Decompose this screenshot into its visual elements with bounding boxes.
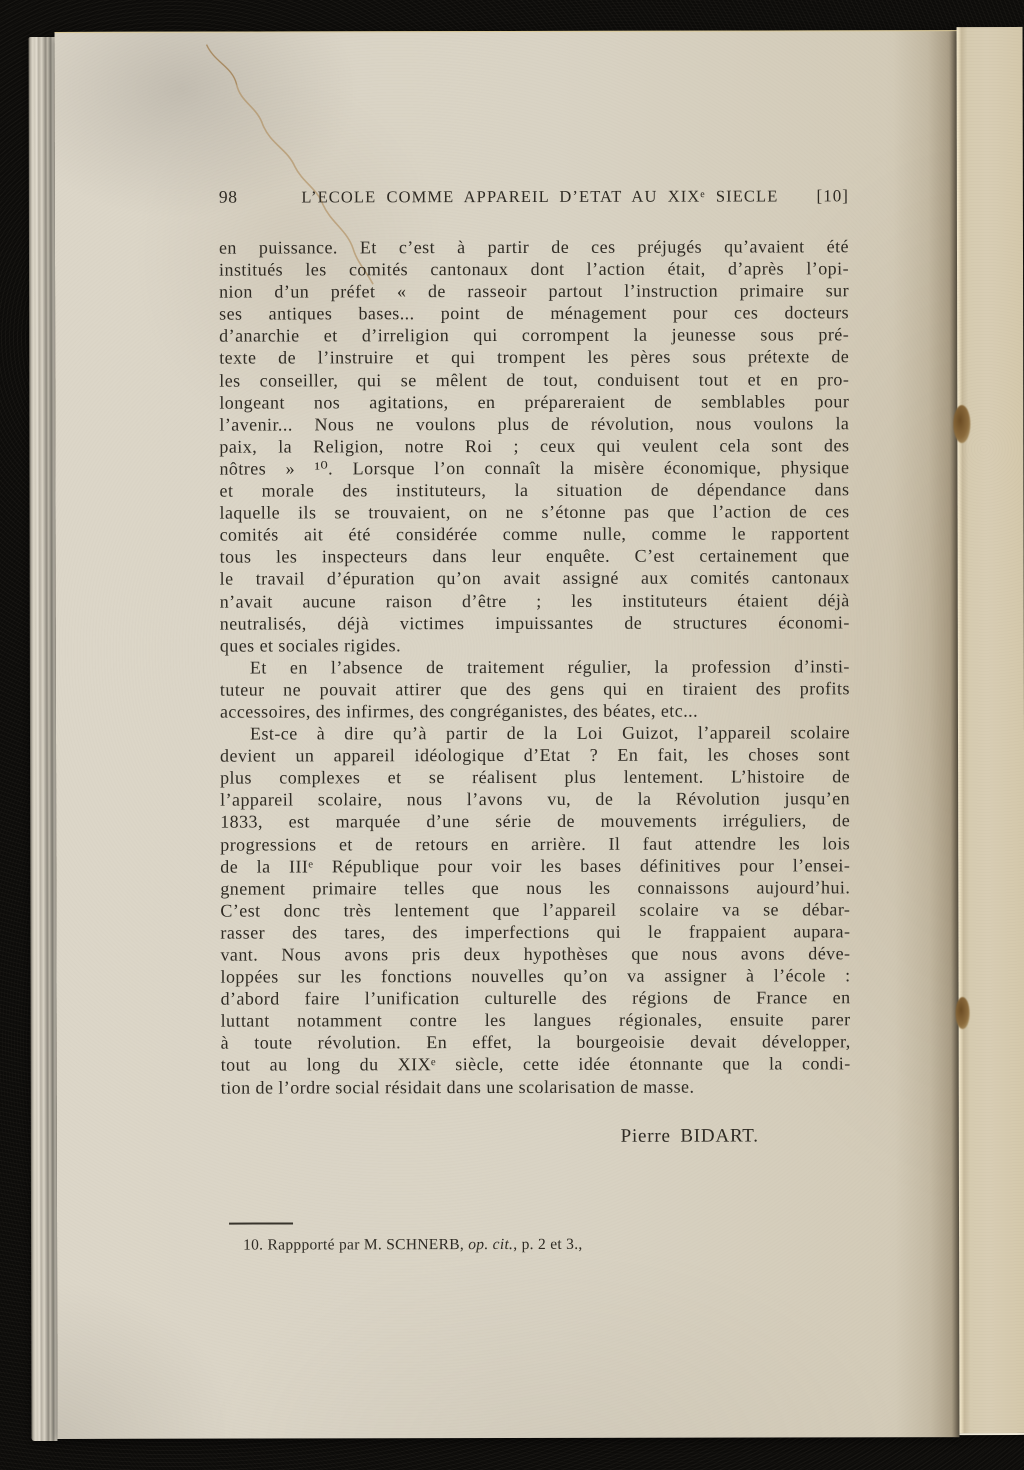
text-line: devient un appareil idéologique d’Etat ? En fait, les choses sont	[220, 744, 851, 766]
page-content	[219, 31, 852, 1438]
text-line: n’avait aucune raison d’être ; les instituteurs étaient déjà	[219, 589, 850, 612]
wormhole-spot	[956, 997, 970, 1029]
author-signature: Pierre BIDART.	[620, 1125, 759, 1147]
book-page	[55, 30, 960, 1439]
text-line: 1833, est marquée d’une série de mouvements irréguliers, de	[220, 810, 851, 833]
paragraph	[220, 655, 850, 723]
footnote	[221, 1235, 851, 1254]
text-line: les conseiller, qui se mêlent de tout, conduisent tout et en pro-	[219, 368, 850, 391]
text-line: paix, la Religion, notre Roi ; ceux qui veulent cela sont des	[219, 435, 850, 457]
text-line: ques et sociales rigides.	[219, 634, 402, 656]
text-line: Est-ce à dire qu’à partir de la Loi Guizot, l’appareil scolaire	[249, 722, 851, 744]
text-line: en puissance. Et c’est à partir de ces préjugés qu’avaient été	[218, 236, 849, 258]
text-line: et morale des instituteurs, la situation de dépendance dans	[219, 479, 850, 501]
header-bracket-number: [10]	[816, 186, 849, 206]
text-line: C’est donc très lentement que l’appareil scolaire va se débar-	[220, 899, 851, 921]
gutter-shadow	[893, 31, 960, 1437]
text-line: progressions et de retours en arrière. Il faut attendre les lois	[220, 832, 851, 855]
text-line: vant. Nous avons pris deux hypothèses que nous avons déve-	[220, 943, 851, 965]
text-line: longeant nos agitations, en prépareraient de semblables pour	[219, 390, 850, 413]
text-line: tuteur ne pouvait attirer que des gens qui en tiraient des profits	[219, 678, 850, 700]
page-number: 98	[218, 186, 238, 207]
footnote-text: 10. Rappporté par M. SCHNERB,	[243, 1235, 469, 1254]
body-text	[219, 235, 851, 1254]
text-line: le travail d’épuration qu’on avait assigné aux comités cantonaux	[219, 567, 850, 590]
text-line: tous les inspecteurs dans leur enquête. C’est certainement que	[219, 545, 850, 567]
text-line: d’abord faire l’unification culturelle des régions de France en	[220, 987, 851, 1009]
text-line: plus complexes et se réalisent plus lentement. L’histoire de	[220, 766, 851, 788]
text-line: accessoires, des infirmes, des congréganistes, des béates, etc...	[219, 700, 699, 722]
page-stack-edge	[29, 37, 58, 1441]
text-line: gnement primaire telles que nous les connaissons aujourd’hui.	[220, 877, 851, 899]
text-line: de la IIIᵉ République pour voir les bases définitives pour l’ensei-	[220, 854, 851, 877]
text-line: nion d’un préfet « de rasseoir partout l’instruction primaire sur	[219, 280, 850, 302]
text-line: loppées sur les fonctions nouvelles qu’on va assigner à l’école :	[220, 965, 851, 987]
text-line: rasser des tares, des imperfections qui le frappaient aupara-	[220, 921, 851, 943]
paragraph	[219, 235, 850, 656]
text-line: tout au long du XIXᵉ siècle, cette idée étonnante que la condi-	[220, 1053, 851, 1076]
text-line: tion de l’ordre social résidait dans une scolarisation de masse.	[220, 1076, 695, 1098]
text-line: l’avenir... Nous ne voulons plus de révolution, nous voulons la	[219, 413, 850, 435]
running-head	[219, 185, 849, 207]
text-line: nôtres » ¹⁰. Lorsque l’on connaît la misère économique, physique	[219, 457, 850, 479]
wormhole-spot	[953, 405, 970, 443]
paragraph	[220, 721, 851, 1098]
text-line: d’anarchie et d’irreligion qui corrompent la jeunesse sous pré-	[219, 324, 850, 346]
header-title: L’ECOLE COMME APPAREIL D’ETAT AU XIXᵉ SIECLE	[301, 186, 779, 207]
text-line: ses antiques bases... point de ménagement pour ces docteurs	[219, 302, 850, 324]
text-line: laquelle ils se trouvaient, on ne s’étonne pas que l’action de ces	[219, 501, 850, 523]
facing-page-sliver	[957, 27, 1024, 1435]
text-line: comités ait été considérée comme nulle, comme le rapportent	[219, 523, 850, 545]
text-line: Et en l’absence de traitement régulier, la profession d’insti-	[249, 656, 850, 678]
text-line: l’appareil scolaire, nous l’avons vu, de la Révolution jusqu’en	[220, 788, 851, 810]
text-line: luttant notamment contre les langues régionales, ensuite parer	[220, 1009, 851, 1031]
text-line: à toute révolution. En effet, la bourgeoisie devait développer,	[220, 1031, 851, 1053]
footnote-pages: , p. 2 et 3.,	[513, 1235, 583, 1253]
text-line: institués les comités cantonaux dont l’action était, d’après l’opi-	[219, 258, 850, 280]
text-line: texte de l’instruire et qui trompent les pères sous prétexte de	[219, 346, 850, 369]
footnote-rule	[229, 1222, 293, 1224]
text-line: neutralisés, déjà victimes impuissantes de structures économi-	[219, 611, 850, 634]
footnote-citation: op. cit.	[468, 1235, 514, 1253]
